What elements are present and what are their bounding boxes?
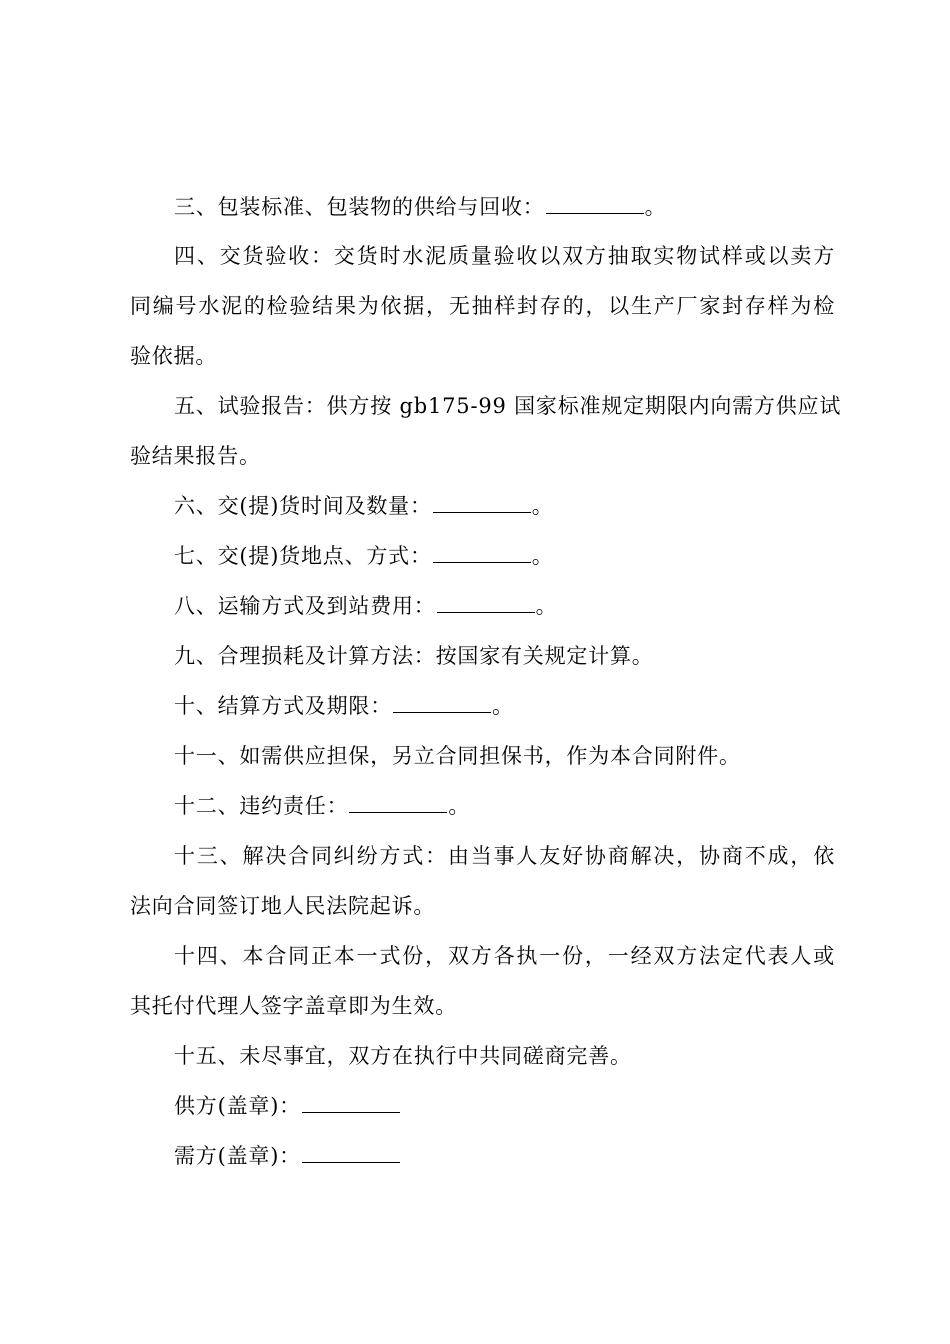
blank-field [433,494,531,513]
clause-4-line-2: 同编号水泥的检验结果为依据，无抽样封存的，以生产厂家封存样为检 [130,294,835,318]
clause-8-end: 。 [535,594,558,618]
clause-12-text: 十二、违约责任： [174,794,349,818]
blank-field [433,544,531,563]
clause-13-line-2: 法向合同签订地人民法院起诉。 [130,894,436,918]
signature-blank [302,1144,400,1163]
blank-field [437,594,535,613]
clause-14-line-2: 其托付代理人签字盖章即为生效。 [130,994,457,1018]
clause-10 [174,694,879,718]
clause-5-line-2: 验结果报告。 [130,444,261,468]
blank-field [349,794,447,813]
clause-15: 十五、未尽事宜，双方在执行中共同磋商完善。 [174,1044,632,1068]
blank-field [546,195,644,214]
clause-7-text: 七、交(提)货地点、方式： [174,544,432,568]
clause-6-end: 。 [531,494,554,518]
supplier-signature [174,1094,879,1118]
clause-5-line-1: 五、试验报告：供方按 gb175-99 国家标准规定期限内向需方供应试 [174,394,842,418]
clause-12-end: 。 [448,794,471,818]
clause-3-text: 三、包装标准、包装物的供给与回收： [174,195,545,219]
clause-14-line-1: 十四、本合同正本一式份，双方各执一份，一经双方法定代表人或 [174,944,835,968]
clause-11: 十一、如需供应担保，另立合同担保书，作为本合同附件。 [174,744,741,768]
clause-9: 九、合理损耗及计算方法：按国家有关规定计算。 [174,644,654,668]
clause-4-line-1: 四、交货验收：交货时水泥质量验收以双方抽取实物试样或以卖方 [174,244,835,268]
clause-8 [174,594,879,618]
supplier-signature-label: 供方(盖章)： [174,1094,301,1118]
clause-4-line-3: 验依据。 [130,344,218,368]
clause-6-text: 六、交(提)货时间及数量： [174,494,432,518]
clause-12 [174,794,879,818]
buyer-signature [174,1144,879,1168]
clause-3 [174,195,879,219]
clause-8-text: 八、运输方式及到站费用： [174,594,436,618]
blank-field [393,694,491,713]
clause-13-line-1: 十三、解决合同纠纷方式：由当事人友好协商解决，协商不成，依 [174,844,835,868]
clause-10-end: 。 [492,694,514,718]
clause-6 [174,494,879,518]
clause-3-end: 。 [644,195,667,219]
signature-blank [302,1094,400,1113]
clause-7 [174,544,879,568]
clause-7-end: 。 [531,544,554,568]
clause-10-text: 十、结算方式及期限： [174,694,392,718]
buyer-signature-label: 需方(盖章)： [174,1144,301,1168]
